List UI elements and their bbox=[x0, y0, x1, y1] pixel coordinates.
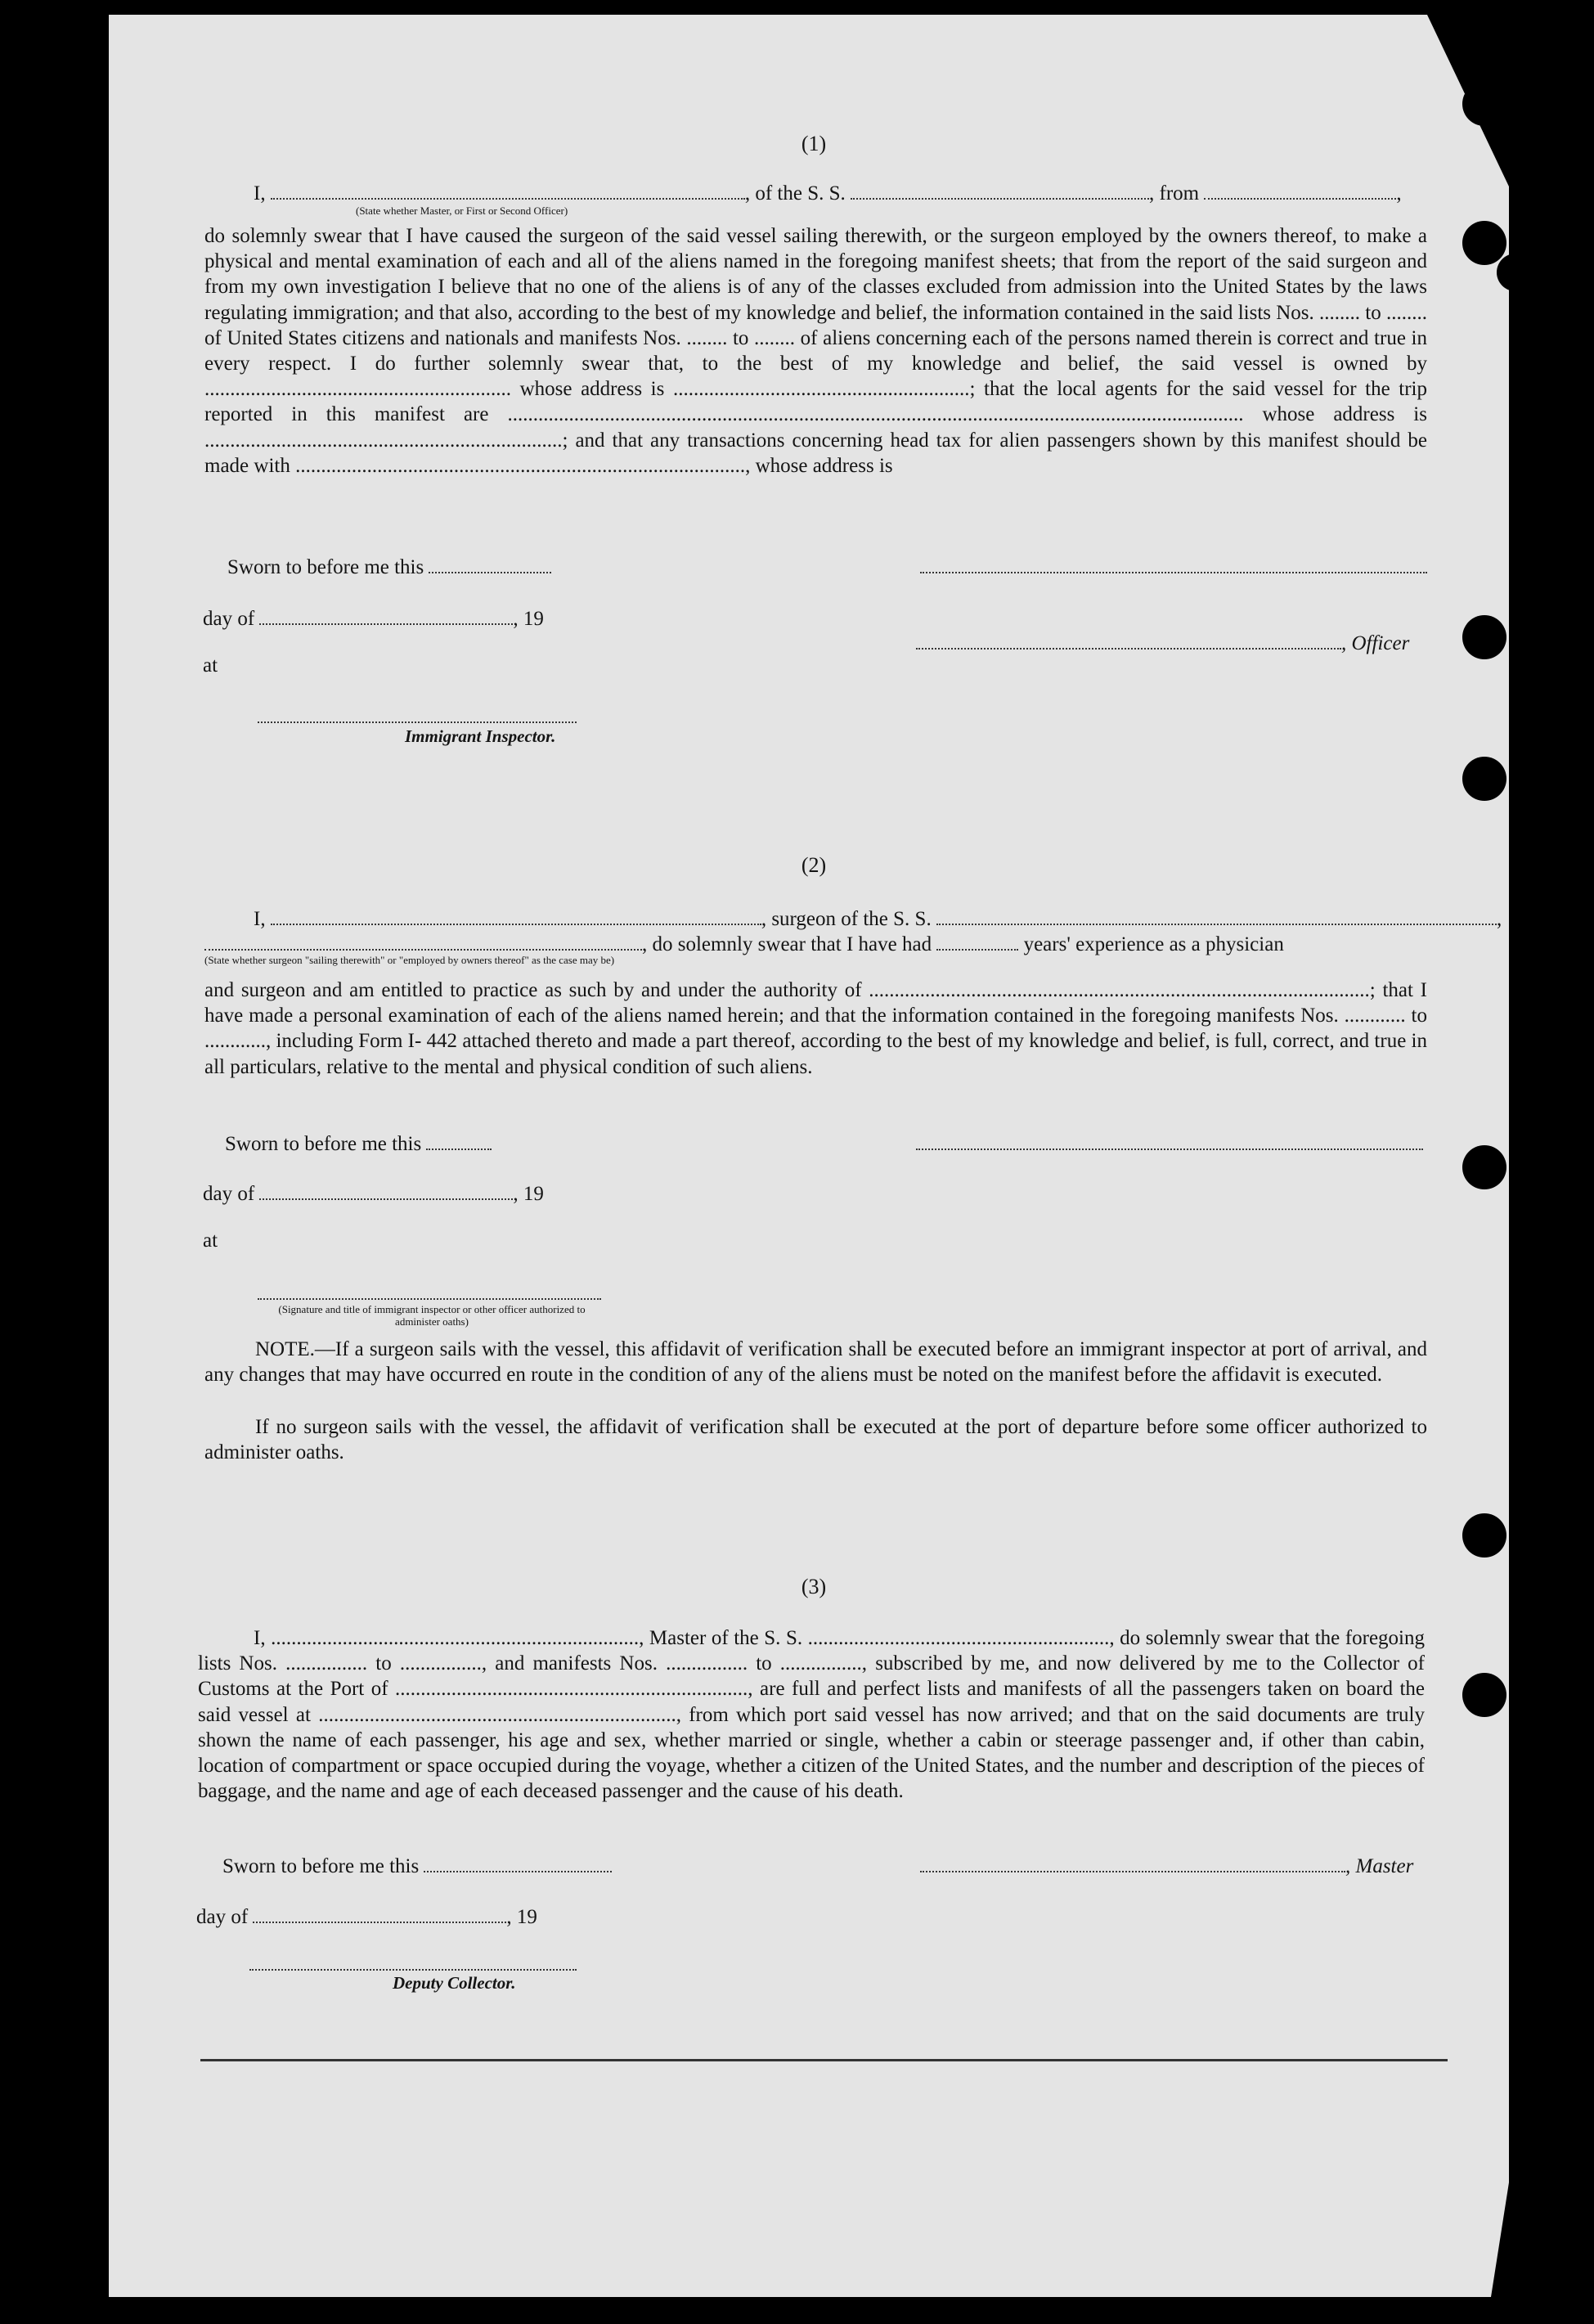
officer-note: (State whether Master, or First or Second Officer) bbox=[356, 205, 568, 217]
bottom-rule bbox=[200, 2059, 1448, 2061]
signature-note: (Signature and title of immigrant inspector or other officer authorized to administer oaths) bbox=[278, 1303, 586, 1328]
punch-hole bbox=[1462, 221, 1506, 265]
section-2-number: (2) bbox=[801, 853, 827, 877]
note-no-surgeon: If no surgeon sails with the vessel, the affidavit of verification shall be executed at the port of departure before some officer authorized to administer oaths. bbox=[204, 1416, 1427, 1464]
section-3-day: day of , 19 bbox=[196, 1904, 537, 1929]
section-2-day: day of , 19 bbox=[203, 1180, 544, 1206]
punch-hole bbox=[1462, 1513, 1506, 1558]
section-3-sworn: Sworn to before me this bbox=[222, 1853, 612, 1878]
punch-hole bbox=[1497, 254, 1534, 291]
section-1-header-line: I, , of the S. S. , from , bbox=[254, 180, 1402, 205]
section-1-officer: , Officer bbox=[916, 630, 1409, 655]
section-2-sig-line bbox=[258, 1280, 601, 1306]
section-1-body: do solemnly swear that I have caused the surgeon of the said vessel sailing therewith, or the surgeon employed by the owners thereof, to make a physical and mental examination of each and all of the aliens named in the foregoing manifest sheets; that from the report of the said surgeon and from my own investigation I believe that no one of the aliens is of any of the classes excluded from admission into the United States by the laws regulating immigration; and that also, according to the best of my knowledge and belief, the information contained in the said lists Nos. ........ to ........ of United States citizens and nationals and manifests Nos. ........ to ........ of aliens concerning each of the persons named therein is correct and true in every respect. I do further solemnly swear that, to the best of my knowledge and belief, the said vessel is owned by ............................................................ whose address is ..........................................................; that the local agents for the said vessel for the trip reported in this manifest are ................................................................................................................................................ whose address is ......................................................................; and that any transactions concerning head tax for alien passengers shown by this manifest should be made with ........................................................................................, whose address is bbox=[204, 225, 1427, 477]
section-3-number: (3) bbox=[801, 1575, 827, 1598]
section-2-line1: I, , surgeon of the S. S. , bbox=[254, 906, 1502, 931]
section-1-officer-line bbox=[920, 554, 1427, 579]
section-3-master: , Master bbox=[920, 1853, 1413, 1878]
section-2-at: at bbox=[203, 1229, 218, 1252]
deputy-collector-label: Deputy Collector. bbox=[393, 1973, 516, 1993]
punch-hole bbox=[1462, 757, 1506, 801]
section-1-day: day of , 19 bbox=[203, 605, 544, 631]
punch-hole bbox=[1462, 615, 1506, 659]
section-1-at: at bbox=[203, 654, 218, 677]
section-2-body: and surgeon and am entitled to practice as such by and under the authority of ..................................................................................................; that I have made a personal examination of each of the aliens named herein; and that the information contained in the foregoing manifests Nos. ............ to ............, including Form I- 442 attached thereto and made a part thereof, according to the best of my knowledge and belief, is full, correct, and true in all particulars, relative to the mental and physical condition of such aliens. bbox=[204, 979, 1427, 1078]
punch-hole bbox=[1462, 1673, 1506, 1717]
surgeon-note: (State whether surgeon "sailing therewith" or "employed by owners thereof" as the case may be) bbox=[204, 954, 615, 966]
punch-hole bbox=[1462, 82, 1506, 126]
section-1-number: (1) bbox=[801, 132, 827, 155]
section-2-line2: , do solemnly swear that I have had years' experience as a physician bbox=[204, 931, 1284, 956]
section-3-body: I, ........................................................................, Master of the S. S. ..........................................................., do solemnly swear that the foregoing lists Nos. ................ to ................, and manifests Nos. ................ to ................, subscribed by me, and now delivered by me to the Collector of Customs at the Port of ....................................................................., are full and perfect lists and manifests of all the passengers taken on board the said vessel at ......................................................................, from which port said vessel has now arrived; and that on the said documents are truly shown the name of each passenger, his age and sex, whether married or single, whether a cabin or steerage passenger and, if other than cabin, location of compartment or space occupied during the voyage, whether a citizen of the United States, and the number and description of the pieces of baggage, and the name and age of each deceased passenger and the cause of his death. bbox=[198, 1627, 1425, 1803]
punch-hole bbox=[1462, 1145, 1506, 1189]
section-1-inspector-line bbox=[258, 703, 577, 729]
section-2-sign-line bbox=[916, 1131, 1423, 1156]
section-2-sworn: Sworn to before me this bbox=[225, 1131, 492, 1156]
immigrant-inspector-label: Immigrant Inspector. bbox=[405, 726, 556, 746]
section-1-sworn: Sworn to before me this bbox=[227, 554, 551, 579]
note-surgeon-sails: NOTE.—If a surgeon sails with the vessel, this affidavit of verification shall be executed before an immigrant inspector at port of arrival, and any changes that may have occurred en route in the condition of any of the aliens must be noted on the manifest before the affidavit is executed. bbox=[204, 1338, 1427, 1387]
